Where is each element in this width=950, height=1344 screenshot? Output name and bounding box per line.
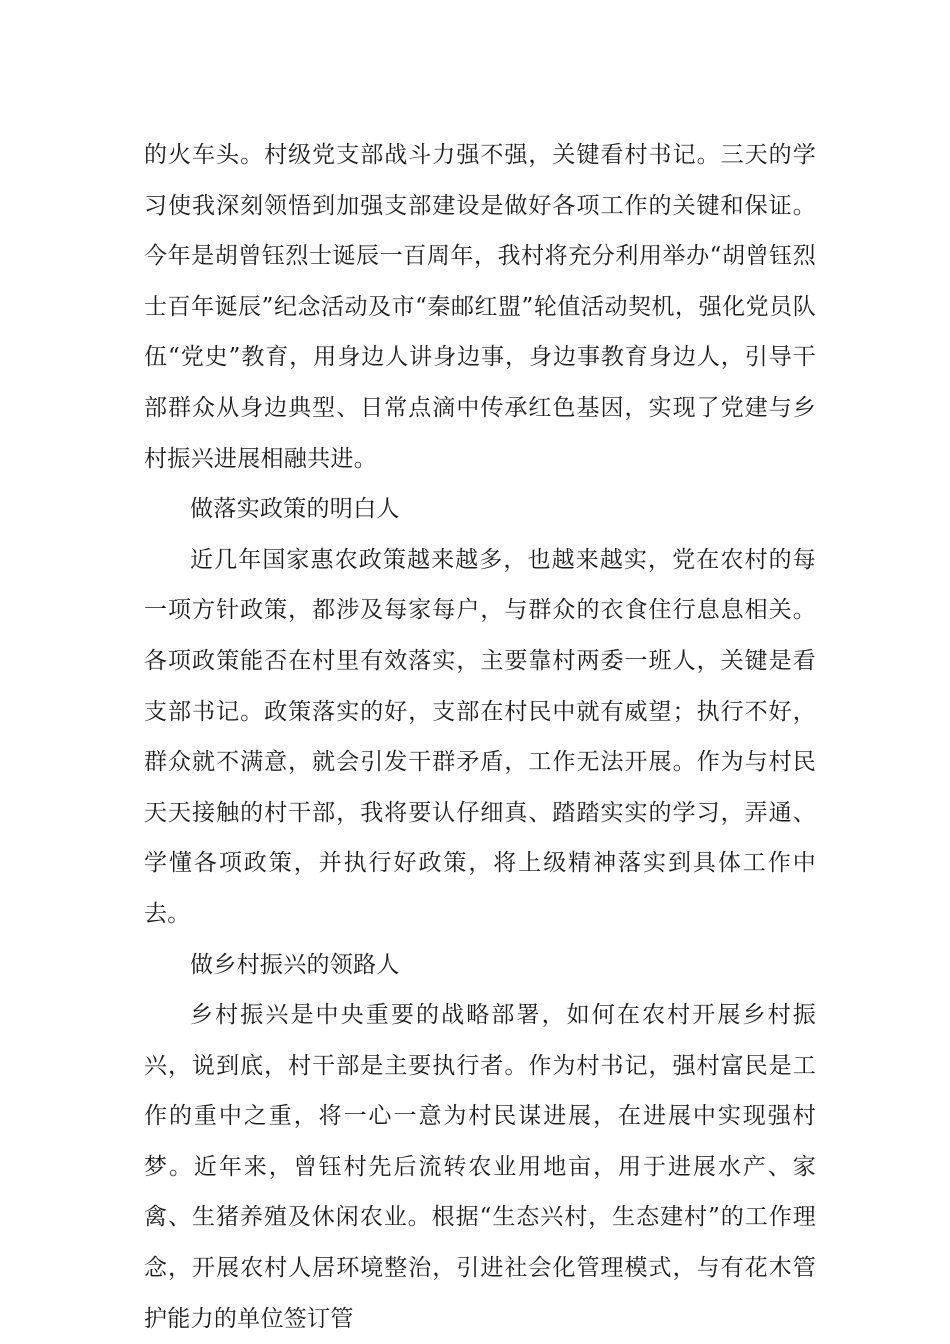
body-paragraph: 近几年国家惠农政策越来越多，也越来越实，党在农村的每一项方针政策，都涉及每家每户，与群众的衣食住行息息相关。各项政策能否在村里有效落实，主要靠村两委一班人，关键是看支部书记。政策落实的好，支部在村民中就有威望；执行不好，群众就不满意，就会引发干群矛盾，工作无法开展。作为与村民天天接触的村干部，我将要认仔细真、踏踏实实的学习，弄通、学懂各项政策，并执行好政策，将上级精神落实到具体工作中去。: [144, 546, 816, 927]
body-paragraph: 乡村振兴是中央重要的战略部署，如何在农村开展乡村振兴，说到底，村干部是主要执行者。作为村书记，强村富民是工作的重中之重，将一心一意为村民谋进展，在进展中实现强村梦。近年来，曾钰村先后流转农业用地亩，用于进展水产、家禽、生猪养殖及休闲农业。根据“生态兴村，生态建村”的工作理念，开展农村人居环境整治，引进社会化管理模式，与有花木管护能力的单位签订管: [144, 1002, 816, 1332]
section-heading: 做乡村振兴的领路人: [190, 951, 400, 978]
section-heading: 做落实政策的明白人: [190, 496, 400, 523]
body-paragraph: 的火车头。村级党支部战斗力强不强，关键看村书记。三天的学习使我深刻领悟到加强支部建设是做好各项工作的关键和保证。今年是胡曾钰烈士诞辰一百周年，我村将充分利用举办“胡曾钰烈士百年诞辰”纪念活动及市“秦邮红盟”轮值活动契机，强化党员队伍“党史”教育，用身边人讲身边事，身边事教育身边人，引导干部群众从身边典型、日常点滴中传承红色基因，实现了党建与乡村振兴进展相融共进。: [144, 142, 816, 472]
document-body: [144, 130, 816, 1344]
